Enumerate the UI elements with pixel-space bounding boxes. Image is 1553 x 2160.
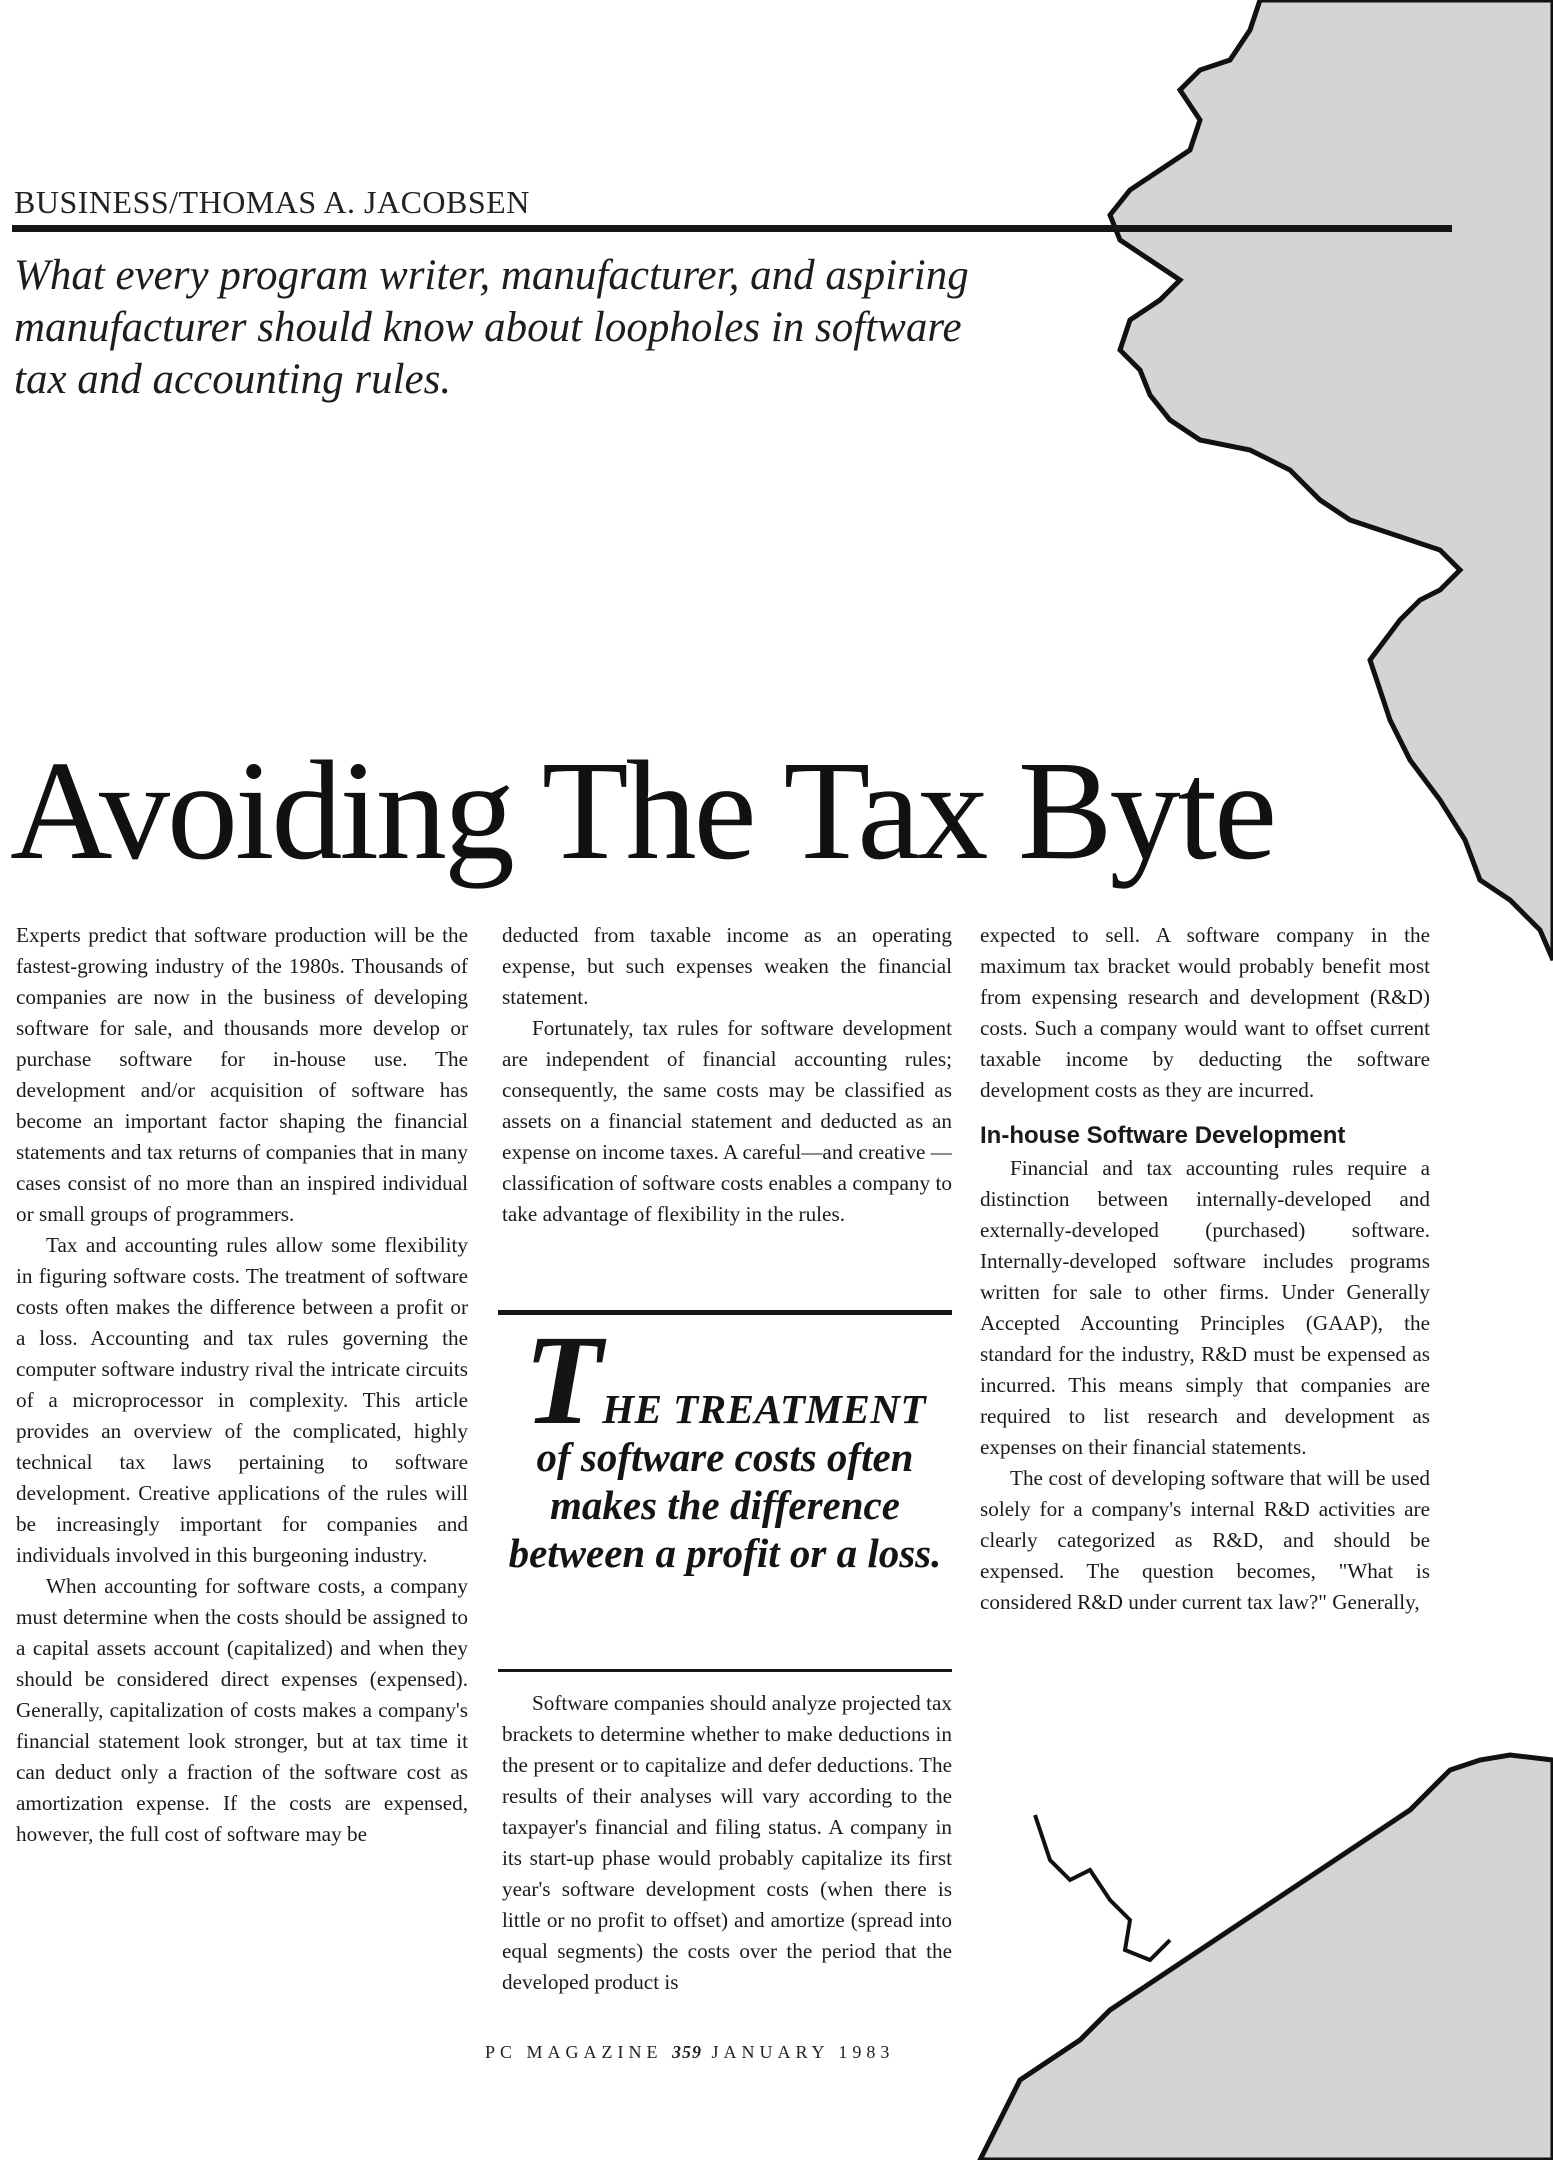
footer-date: JANUARY 1983 bbox=[711, 2042, 895, 2062]
pull-quote-text: of software costs often makes the difference between a profit or a loss. bbox=[508, 1434, 942, 1576]
column-1 bbox=[16, 920, 468, 1850]
header-rule bbox=[12, 225, 1452, 232]
paragraph: expected to sell. A software company in the maximum tax bracket would probably benefit most from expensing research and development (R&D) costs. Such a company would want to offset current taxable income by deducting the software development costs as they are incurred. bbox=[980, 923, 1430, 1102]
paragraph: When accounting for software costs, a company must determine when the costs should be assigned to a capital assets account (capitalized) and when they should be considered direct expenses (expensed). Generally, capitalization of costs makes a company's financial statement look stronger, but at tax time it can deduct only a fraction of the software cost as amortization expense. If the costs are expensed, however, the full cost of software may be bbox=[16, 1574, 468, 1846]
column-2-bottom bbox=[502, 1688, 952, 1998]
pull-quote-rule-bottom bbox=[498, 1669, 952, 1672]
column-2-top bbox=[502, 920, 952, 1230]
ink-scribble bbox=[1035, 1815, 1170, 1960]
page-footer bbox=[485, 2042, 985, 2063]
paragraph: Experts predict that software production will be the fastest-growing industry of the 1980s. Thousands of companies are now in the business of developing software for sale, and thousands more develop or purchase software for in-house use. The development and/or acquisition of software has become an important factor shaping the financial statements and tax returns of companies that in many cases consist of no more than an inspired individual or small groups of programmers. bbox=[16, 923, 468, 1226]
byline-kicker: BUSINESS/THOMAS A. JACOBSEN bbox=[14, 184, 530, 220]
pull-quote-line1: HE TREATMENT bbox=[602, 1386, 926, 1432]
footer-magazine: PC MAGAZINE bbox=[485, 2042, 663, 2062]
pull-quote-dropcap: T bbox=[524, 1309, 603, 1451]
column-3 bbox=[980, 920, 1430, 1618]
article-headline: Avoiding The Tax Byte bbox=[10, 731, 1275, 889]
gray-torn-region-bottom bbox=[980, 1755, 1553, 2160]
paragraph: deducted from taxable income as an operating expense, but such expenses weaken the financial statement. bbox=[502, 923, 952, 1009]
paragraph: Financial and tax accounting rules require a distinction between internally-developed and externally-developed (purchased) software. Internally-developed software includes programs written for sale to other firms. Under Generally Accepted Accounting Principles (GAAP), the standard for the industry, R&D must be expensed as incurred. This means simply that companies are required to list research and development as expenses on their financial statements. bbox=[980, 1156, 1430, 1459]
paragraph: The cost of developing software that will be used solely for a company's internal R&D activities are clearly categorized as R&D, and should be expensed. The question becomes, "What is considered R&D under current tax law?" Generally, bbox=[980, 1466, 1430, 1614]
deck-subtitle: What every program writer, manufacturer, and aspiring manufacturer should know about loopholes in software tax and accounting rules. bbox=[14, 252, 969, 403]
paragraph: Fortunately, tax rules for software development are independent of financial accounting rules; consequently, the same costs may be classified as assets on a financial statement and deducted as an expense on income taxes. A careful—and creative —classification of software costs enables a company to take advantage of flexibility in the rules. bbox=[502, 1016, 952, 1226]
paragraph: Tax and accounting rules allow some flexibility in figuring software costs. The treatment of software costs often makes the difference between a profit or a loss. Accounting and tax rules governing the computer software industry rival the intricate circuits of a microprocessor in complexity. This article provides an overview of the complicated, highly technical tax laws pertaining to software development. Creative applications of the rules will be increasingly important for companies and individuals involved in this burgeoning industry. bbox=[16, 1233, 468, 1567]
pull-quote bbox=[498, 1309, 952, 1577]
section-subhead: In-house Software Development bbox=[980, 1122, 1346, 1149]
paragraph: Software companies should analyze projected tax brackets to determine whether to make deductions in the present or to capitalize and defer deductions. The results of their analyses will vary according to the taxpayer's financial and filing status. A company in its start-up phase would probably capitalize its first year's software development costs (when there is little or no profit to offset) and amortize (spread into equal segments) the costs over the period that the developed product is bbox=[502, 1691, 952, 1994]
footer-page-number: 359 bbox=[672, 2042, 703, 2062]
